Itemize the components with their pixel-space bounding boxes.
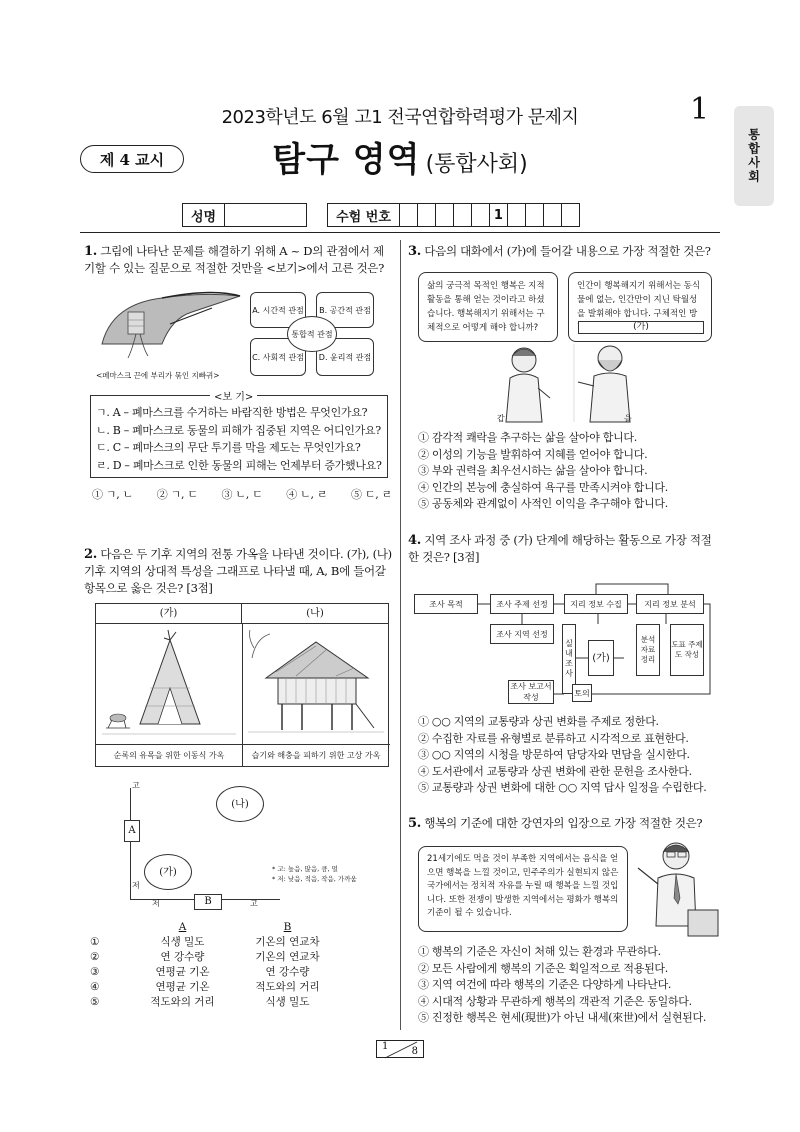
footer-total-pages: 8	[411, 1046, 418, 1057]
axis-b-label: B	[194, 894, 222, 910]
q1-bogi-list	[96, 404, 386, 474]
q2-choice-row[interactable]: ④ 연평균 기온 적도와의 거리	[90, 981, 320, 993]
q1-bogi-title: <보 기>	[210, 388, 257, 403]
q2-choice-row[interactable]: ⑤ 적도와의 거리 식생 밀도	[90, 996, 310, 1008]
flow-discuss: 토의	[572, 684, 592, 702]
perspective-diagram	[250, 292, 374, 376]
subject-side-tab: 통합사회	[734, 106, 774, 206]
q2-stem: 2. 다음은 두 기후 지역의 전통 가옥을 나타낸 것이다. (가), (나) 기후 지역의 상대적 특성을 그래프로 나타낼 때, A, B에 들어갈 항목으로 옳은 것은? [3점]	[84, 547, 392, 595]
q2-choice-row[interactable]: ② 연 강수량 기온의 연교차	[90, 951, 320, 963]
q5-choice[interactable]: ③ 지역 여건에 따라 행복의 기준은 다양하게 나타난다.	[418, 978, 672, 991]
q4-choice[interactable]: ② 수집한 자료를 유형별로 분류하고 시각적으로 표현한다.	[418, 731, 689, 745]
q1-choice[interactable]: ⑤ ㄷ, ㄹ	[351, 488, 392, 501]
perspective-a: A. 시간적 관점	[250, 292, 306, 328]
q1-caption: <페마스크 끈에 부리가 묶인 지빠귀>	[96, 371, 220, 380]
q3-choice[interactable]: ④ 인간의 본능에 충실하여 욕구를 만족시켜야 합니다.	[418, 480, 668, 494]
q5-choice[interactable]: ④ 시대적 상황과 무관하게 행복의 객관적 기준은 동일하다.	[418, 994, 692, 1008]
flow-analysis: 분석 자료 정리	[636, 624, 660, 676]
q2-choice-row[interactable]: ③ 연평균 기온 연 강수량	[90, 966, 310, 978]
flow-topic: 조사 주제 선정	[490, 594, 554, 614]
flow-map: 도표 주제도 작성	[670, 624, 704, 676]
person-eul-label: 을	[624, 414, 632, 423]
flow-collect: 지리 정보 수집	[564, 594, 628, 614]
exam-number-cell[interactable]	[562, 203, 580, 227]
exam-number-cell[interactable]	[472, 203, 490, 227]
flow-field: 실내 조사	[562, 624, 576, 694]
flow-report: 조사 보고서 작성	[508, 680, 554, 704]
exam-title: 2023학년도 6월 고1 전국연합학력평가 문제지	[221, 107, 579, 128]
subject-sub: (통합사회)	[425, 152, 528, 177]
q1-stem: 1. 그림에 나타난 문제를 해결하기 위해 A ~ D의 관점에서 제기할 수 있는 질문으로 적절한 것만을 <보기>에서 고른 것은?	[84, 244, 384, 275]
q1-choice[interactable]: ④ ㄴ, ㄹ	[286, 488, 328, 501]
q3-choice[interactable]: ① 감각적 쾌락을 추구하는 삶을 살아야 합니다.	[418, 431, 637, 444]
speech-bubble-right: 인간이 행복해지기 위해서는 동식물에 없는, 인간만이 지닌 탁월성을 발휘해야 합니다. 구체적인 방	[568, 272, 712, 342]
caption-ga: 순록의 유목을 위한 이동식 가옥	[113, 751, 225, 760]
perspective-center: 통합적 관점	[287, 316, 337, 352]
flow-analyze: 지리 정보 분석	[636, 594, 704, 614]
q1-bogi-item: ㄴ. B – 폐마스크로 동물의 피해가 집중된 지역은 어디인가요?	[96, 423, 381, 437]
q5-choice[interactable]: ② 모든 사람에게 행복의 기준은 획일적으로 적용된다.	[418, 961, 668, 975]
q1-choice[interactable]: ③ ㄴ, ㄷ	[221, 488, 263, 501]
q3-stem: 3. 다음의 대화에서 (가)에 들어갈 내용으로 가장 적절한 것은?	[408, 244, 711, 259]
exam-number-cell[interactable]	[544, 203, 562, 227]
circle-ga: (가)	[144, 854, 192, 890]
perspective-d: D. 윤리적 관점	[316, 338, 374, 376]
q1-choices	[92, 487, 392, 502]
page-number: 1	[690, 92, 710, 127]
subject-title	[0, 132, 800, 181]
table-head-b: B	[283, 921, 292, 933]
page-footer	[376, 1040, 424, 1058]
q3-choice[interactable]: ② 이성의 기능을 발휘하여 지혜를 얻어야 합니다.	[418, 447, 648, 461]
caption-na: 습기와 해충을 피하기 위한 고상 가옥	[251, 751, 381, 760]
exam-number-label: 수험 번호	[327, 203, 400, 227]
lecturer-illustration	[632, 838, 722, 938]
q5-speech-bubble: 21세기에도 먹을 것이 부족한 지역에서는 음식을 얻으면 행복을 느낄 것이고, 민주주의가 실현되지 않은 국가에서는 정치적 자유를 누릴 때 행복을 느낄 것입니다. 또한 전쟁이 발생한 지역에서는 평화가 행복의 기준이 될 수 있습니다.	[418, 846, 628, 932]
exam-number-cell[interactable]	[508, 203, 526, 227]
person-gap-label: 갑	[497, 414, 505, 423]
q5-choice[interactable]: ① 행복의 기준은 자신이 처해 있는 환경과 무관하다.	[418, 945, 661, 958]
q5-stem: 5. 행복의 기준에 대한 강연자의 입장으로 가장 적절한 것은?	[408, 816, 703, 831]
q4-choice[interactable]: ④ 도서관에서 교통량과 상권 변화에 관한 문헌을 조사한다.	[418, 764, 692, 778]
y-axis-high: 고	[132, 781, 140, 790]
q2-graph	[118, 780, 388, 920]
footer-current-page: 1	[382, 1041, 389, 1052]
y-axis-low: 저	[132, 881, 140, 890]
axis-a-label: A	[124, 820, 140, 842]
id-row	[182, 203, 580, 227]
period-badge: 제 4 교시	[80, 145, 184, 173]
q1-bogi-item: ㄱ. A – 폐마스크를 수거하는 바람직한 방법은 무엇인가요?	[96, 406, 368, 419]
blank-ga: (가)	[578, 321, 704, 334]
q1-choice[interactable]: ② ㄱ, ㄷ	[156, 488, 198, 501]
x-axis-high: 고	[250, 899, 258, 908]
bird-mask-illustration	[92, 284, 242, 370]
speech-bubble-left: 삶의 궁극적 목적인 행복은 지적 활동을 통해 얻는 것이라고 하셨습니다. 행복해지기 위해서는 구체적으로 어떻게 해야 합니까?	[418, 272, 558, 342]
header-divider	[80, 232, 720, 233]
q1-choice[interactable]: ① ㄱ, ㄴ	[92, 488, 133, 501]
exam-number-cell[interactable]	[454, 203, 472, 227]
q4-flowchart	[414, 578, 714, 708]
exam-number-cell[interactable]	[526, 203, 544, 227]
exam-number-cell[interactable]	[418, 203, 436, 227]
column-divider	[400, 240, 401, 1030]
q2-house-table	[95, 603, 389, 767]
q3-choice[interactable]: ⑤ 공동체와 관계없이 사적인 이익을 추구해야 합니다.	[418, 497, 668, 510]
subject-main: 탐구 영역	[272, 140, 421, 180]
perspective-c: C. 사회적 관점	[250, 338, 306, 376]
flow-area: 조사 지역 선정	[490, 624, 554, 644]
circle-na: (나)	[216, 786, 264, 822]
name-field[interactable]	[225, 203, 307, 227]
legend-high: * 고: 높음, 많음, 큼, 멀	[272, 865, 338, 873]
table-head-a: A	[178, 921, 187, 933]
x-axis-low: 저	[152, 899, 160, 908]
q5-choice[interactable]: ⑤ 진정한 행복은 현세(現世)가 아닌 내세(來世)에서 실현된다.	[418, 1011, 707, 1024]
col-na-head: (나)	[242, 604, 388, 624]
name-label: 성명	[182, 203, 225, 227]
perspective-b: B. 공간적 관점	[316, 292, 374, 328]
legend-low: * 저: 낮음, 적음, 작음, 가까움	[272, 875, 357, 883]
exam-number-cell[interactable]	[436, 203, 454, 227]
dialog-persons-illustration	[470, 342, 670, 424]
q4-choices	[418, 714, 722, 797]
exam-number-cell-fixed: 1	[490, 203, 508, 227]
tent-house-illustration	[100, 628, 238, 740]
q5-choices	[418, 944, 724, 1027]
q3-choice[interactable]: ③ 부와 권력을 최우선시하는 삶을 살아야 합니다.	[418, 464, 648, 477]
stilt-house-illustration	[246, 628, 386, 740]
q4-choice[interactable]: ① ○○ 지역의 교통량과 상권 변화를 주제로 정한다.	[418, 715, 659, 728]
exam-number-cell[interactable]	[400, 203, 418, 227]
q3-choices	[418, 430, 718, 513]
flow-purpose: 조사 목적	[414, 594, 478, 614]
q4-stem: 4. 지역 조사 과정 중 (가) 단계에 해당하는 활동으로 가장 적절한 것은? [3점]	[408, 533, 712, 564]
q2-choice-row[interactable]: ① 식생 밀도 기온의 연교차	[90, 936, 320, 948]
col-ga-head: (가)	[96, 604, 242, 624]
flow-ga: (가)	[588, 640, 614, 676]
q2-answer-table	[90, 920, 340, 1010]
q4-choice[interactable]: ⑤ 교통량과 상권 변화에 대한 ○○ 지역 답사 일정을 수립한다.	[418, 781, 707, 794]
q1-bogi-item: ㄷ. C – 폐마스크의 무단 투기를 막을 제도는 무엇인가요?	[96, 441, 361, 454]
q1-bogi-item: ㄹ. D – 폐마스크로 인한 동물의 피해는 언제부터 증가했나요?	[96, 458, 382, 472]
q4-choice[interactable]: ③ ○○ 지역의 시청을 방문하여 담당자와 면담을 실시한다.	[418, 748, 690, 761]
